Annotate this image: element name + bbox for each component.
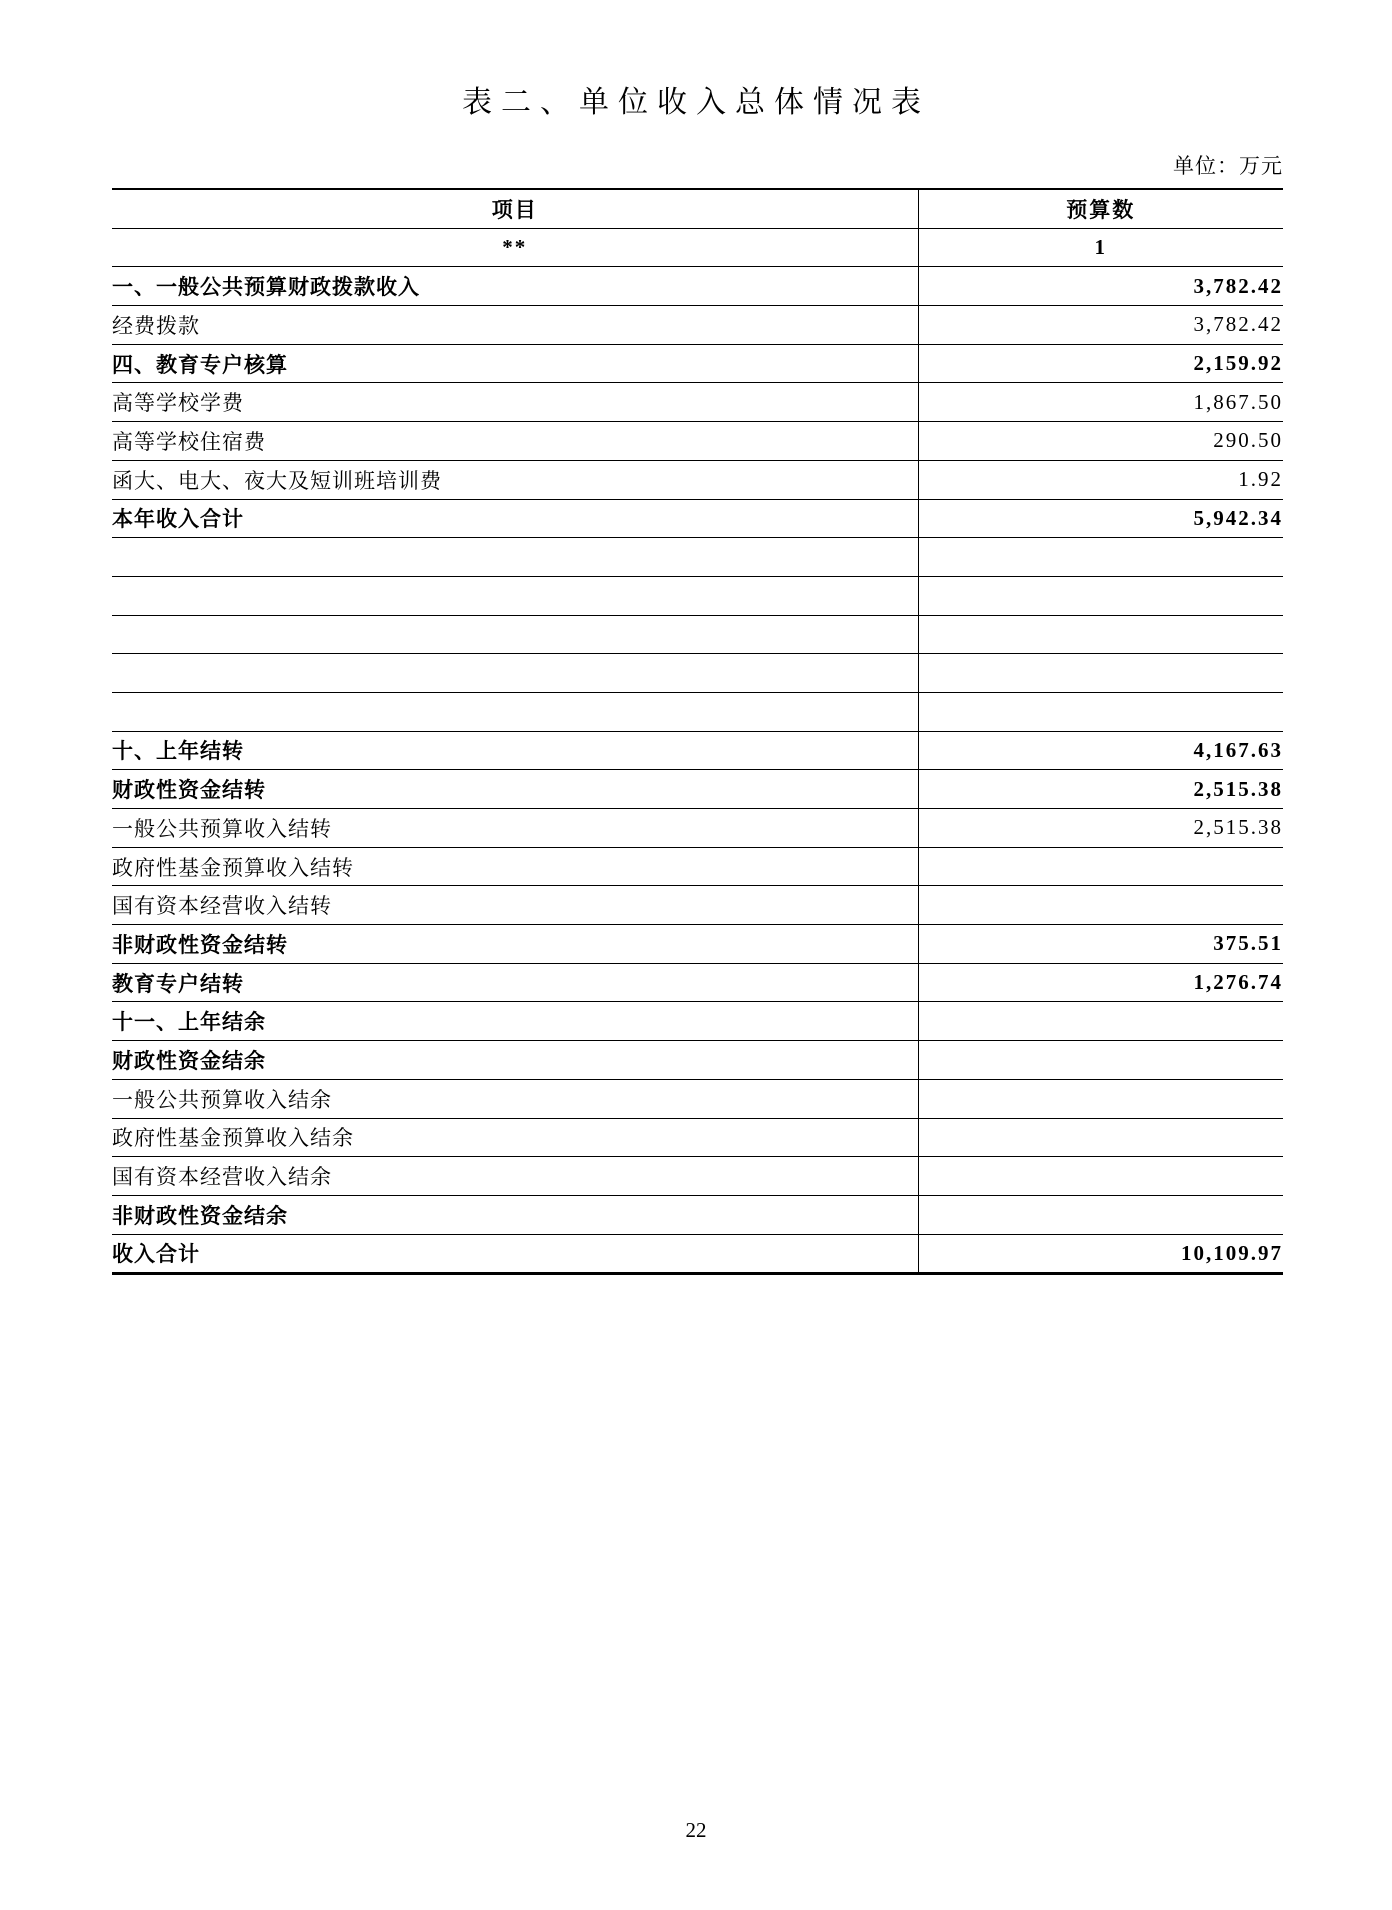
row-item-label: 国有资本经营收入结转 [112, 886, 918, 925]
row-item-label: 教育专户结转 [112, 963, 918, 1002]
table-body [112, 189, 1283, 1274]
table-row [112, 344, 1283, 383]
table-row [112, 383, 1283, 422]
table-row [112, 847, 1283, 886]
row-item-label: 一般公共预算收入结余 [112, 1079, 918, 1118]
table-row [112, 731, 1283, 770]
row-item-label [112, 654, 918, 693]
row-budget-value [918, 1118, 1283, 1157]
row-budget-value: 2,515.38 [918, 770, 1283, 809]
row-budget-value: 3,782.42 [918, 267, 1283, 306]
table-row [112, 1118, 1283, 1157]
row-item-label: 一、一般公共预算财政拨款收入 [112, 267, 918, 306]
row-budget-value [918, 1079, 1283, 1118]
row-budget-value: 5,942.34 [918, 499, 1283, 538]
row-budget-value [918, 692, 1283, 731]
table-row [112, 615, 1283, 654]
table-row [112, 654, 1283, 693]
row-item-label: 收入合计 [112, 1234, 918, 1274]
table-row [112, 963, 1283, 1002]
row-budget-value: 2,159.92 [918, 344, 1283, 383]
unit-note: 单位：万元 [1173, 154, 1283, 178]
row-item-label: 国有资本经营收入结余 [112, 1157, 918, 1196]
index-item-cell: ** [112, 228, 918, 267]
row-item-label: 非财政性资金结转 [112, 925, 918, 964]
index-value-cell: 1 [918, 228, 1283, 267]
row-budget-value [918, 1157, 1283, 1196]
row-item-label: 十一、上年结余 [112, 1002, 918, 1041]
row-item-label [112, 692, 918, 731]
row-item-label: 十、上年结转 [112, 731, 918, 770]
table-row [112, 925, 1283, 964]
row-item-label [112, 538, 918, 577]
table-row [112, 267, 1283, 306]
table-row [112, 1079, 1283, 1118]
row-item-label: 一般公共预算收入结转 [112, 809, 918, 848]
table-row [112, 422, 1283, 461]
table-index-row [112, 228, 1283, 267]
row-budget-value: 375.51 [918, 925, 1283, 964]
row-item-label [112, 576, 918, 615]
row-budget-value: 10,109.97 [918, 1234, 1283, 1274]
row-item-label: 财政性资金结转 [112, 770, 918, 809]
row-budget-value [918, 654, 1283, 693]
row-budget-value: 290.50 [918, 422, 1283, 461]
row-budget-value [918, 1002, 1283, 1041]
row-budget-value [918, 847, 1283, 886]
table-header-row [112, 189, 1283, 228]
row-budget-value: 2,515.38 [918, 809, 1283, 848]
table-row [112, 1002, 1283, 1041]
page-number: 22 [685, 1818, 707, 1842]
row-item-label: 财政性资金结余 [112, 1041, 918, 1080]
row-budget-value [918, 576, 1283, 615]
row-budget-value: 4,167.63 [918, 731, 1283, 770]
row-item-label: 政府性基金预算收入结余 [112, 1118, 918, 1157]
row-item-label: 政府性基金预算收入结转 [112, 847, 918, 886]
row-item-label: 高等学校学费 [112, 383, 918, 422]
table-row [112, 692, 1283, 731]
column-header-item: 项目 [112, 189, 918, 228]
table-row [112, 809, 1283, 848]
table-row [112, 770, 1283, 809]
table-row [112, 499, 1283, 538]
row-item-label: 四、教育专户核算 [112, 344, 918, 383]
column-header-budget: 预算数 [1066, 197, 1136, 222]
table-row [112, 1157, 1283, 1196]
row-budget-value: 1,276.74 [918, 963, 1283, 1002]
row-item-label: 本年收入合计 [112, 499, 918, 538]
table-row [112, 886, 1283, 925]
page-title: 表二、单位收入总体情况表 [462, 86, 930, 119]
table-row [112, 306, 1283, 345]
table-row [112, 1041, 1283, 1080]
table-row [112, 460, 1283, 499]
row-budget-value [918, 538, 1283, 577]
income-budget-table [112, 188, 1283, 1275]
row-budget-value: 3,782.42 [918, 306, 1283, 345]
table-row [112, 1195, 1283, 1234]
row-budget-value [918, 615, 1283, 654]
row-item-label: 非财政性资金结余 [112, 1195, 918, 1234]
row-item-label: 高等学校住宿费 [112, 422, 918, 461]
row-budget-value [918, 1195, 1283, 1234]
row-budget-value: 1.92 [918, 460, 1283, 499]
table-row [112, 576, 1283, 615]
row-budget-value [918, 886, 1283, 925]
row-budget-value: 1,867.50 [918, 383, 1283, 422]
table-row [112, 1234, 1283, 1274]
row-item-label: 函大、电大、夜大及短训班培训费 [112, 460, 918, 499]
row-item-label: 经费拨款 [112, 306, 918, 345]
row-budget-value [918, 1041, 1283, 1080]
table-row [112, 538, 1283, 577]
row-item-label [112, 615, 918, 654]
